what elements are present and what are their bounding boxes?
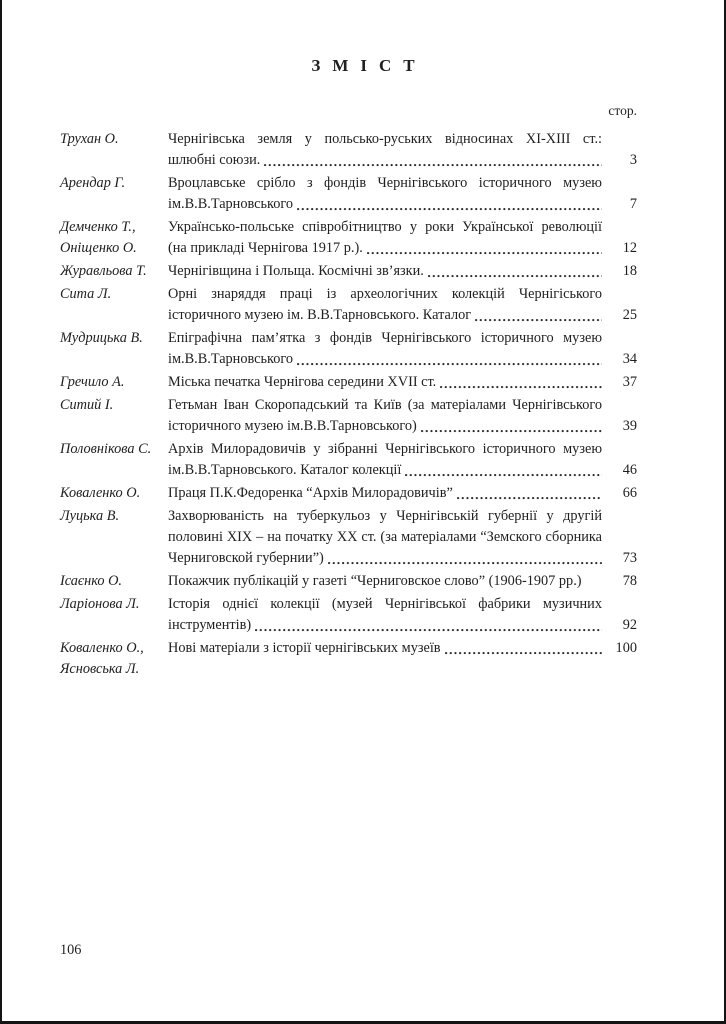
entry-title-last-line: [168, 372, 637, 393]
entry-page-number: 92: [622, 617, 637, 633]
entry-title: [168, 483, 637, 504]
entry-authors: [60, 173, 168, 215]
author-name: Сита Л.: [60, 286, 112, 302]
toc-entry: [60, 594, 637, 636]
entry-authors: [60, 217, 168, 259]
toc-entry: [60, 328, 637, 370]
entry-title-last-line: [168, 416, 637, 437]
entry-authors: [60, 261, 168, 282]
entry-title: [168, 129, 637, 171]
entry-title-line: Вроцлавське срібло з фондів Чернігівського історичного музею: [168, 175, 602, 191]
author-name: Демченко Т.,: [60, 219, 136, 235]
entry-authors: [60, 328, 168, 370]
entry-page-number: 100: [615, 640, 637, 656]
folio-page-number: 106: [60, 942, 82, 958]
entry-title-text: шлюбні союзи.: [168, 152, 261, 168]
toc-entry: [60, 395, 637, 437]
entry-page-number: 73: [622, 550, 637, 566]
entry-title-text: Міська печатка Чернігова середини XVII ст.: [168, 374, 437, 390]
entry-title-text: історичного музею ім.В.В.Тарновського): [168, 418, 417, 434]
dot-leader: [405, 460, 602, 481]
entry-title-last-line: [168, 194, 637, 215]
toc-entry-list: [60, 129, 637, 682]
entry-title-text: Праця П.К.Федоренка “Архів Милорадовичів”: [168, 485, 453, 501]
entry-page-number: 66: [622, 485, 637, 501]
entry-title-last-line: [168, 349, 637, 370]
entry-authors: [60, 594, 168, 636]
dot-leader: [297, 349, 602, 370]
entry-authors: [60, 571, 168, 592]
entry-title-last-line: [168, 638, 637, 659]
entry-page-number: 7: [629, 196, 637, 212]
entry-title: [168, 372, 637, 393]
dot-leader: [367, 238, 602, 259]
author-name: Ситий І.: [60, 397, 114, 413]
entry-authors: [60, 506, 168, 569]
entry-title: [168, 284, 637, 326]
entry-authors: [60, 638, 168, 680]
entry-title: [168, 261, 637, 282]
toc-entry: [60, 173, 637, 215]
author-name: Коваленко О.: [60, 485, 141, 501]
entry-title-text: ім.В.В.Тарновського. Каталог колекції: [168, 462, 402, 478]
entry-authors: [60, 284, 168, 326]
dot-leader: [586, 571, 602, 592]
entry-title: [168, 217, 637, 259]
author-name: Ларіонова Л.: [60, 596, 140, 612]
entry-title-line: Історія однієї колекції (музей Чернігівської фабрики музичних: [168, 596, 602, 612]
page-title: ЗМІСТ: [311, 56, 427, 75]
dot-leader: [457, 483, 602, 504]
entry-title-last-line: [168, 571, 637, 592]
entry-page-number: 34: [622, 351, 637, 367]
entry-title-line: половині XIX – на початку XX ст. (за матеріалами “Земского сборника: [168, 529, 602, 545]
author-name: Оніщенко О.: [60, 240, 137, 256]
dot-leader: [428, 261, 602, 282]
entry-title-last-line: [168, 548, 637, 569]
entry-title-text: Нові матеріали з історії чернігівських музеїв: [168, 640, 441, 656]
author-name: Коваленко О.,: [60, 640, 144, 656]
entry-title-text: інструментів): [168, 617, 252, 633]
entry-title: [168, 594, 637, 636]
entry-page-number: 3: [629, 152, 637, 168]
entry-authors: [60, 439, 168, 481]
entry-title-line: Архів Милорадовичів у зібранні Чернігівського історичного музею: [168, 441, 602, 457]
entry-title-line: Орні знаряддя праці із археологічних колекцій Чернігіського: [168, 286, 602, 302]
entry-title-last-line: [168, 483, 637, 504]
author-name: Ісаєнко О.: [60, 573, 122, 589]
entry-title-line: Українсько-польське співробітництво у роки Української революції: [168, 219, 602, 235]
entry-title: [168, 439, 637, 481]
toc-entry: [60, 261, 637, 282]
entry-title-line: Захворюваність на туберкульоз у Чернігівській губернії у другій: [168, 508, 602, 524]
entry-title-last-line: [168, 150, 637, 171]
entry-title-text: Чернігівщина і Польща. Космічні зв’язки.: [168, 263, 424, 279]
author-name: Мудрицька В.: [60, 330, 143, 346]
entry-authors: [60, 372, 168, 393]
dot-leader: [440, 372, 602, 393]
author-name: Гречило А.: [60, 374, 125, 390]
dot-leader: [328, 548, 602, 569]
author-name: Ясновська Л.: [60, 661, 140, 677]
toc-entry: [60, 483, 637, 504]
toc-entry: [60, 372, 637, 393]
entry-authors: [60, 395, 168, 437]
dot-leader: [475, 305, 602, 326]
entry-title: [168, 395, 637, 437]
entry-page-number: 18: [622, 263, 637, 279]
author-name: Трухан О.: [60, 131, 119, 147]
author-name: Журавльова Т.: [60, 263, 147, 279]
author-name: Половнікова С.: [60, 441, 152, 457]
entry-page-number: 78: [622, 573, 637, 589]
entry-title-last-line: [168, 460, 637, 481]
entry-title-last-line: [168, 615, 637, 636]
author-name: Арендар Г.: [60, 175, 126, 191]
entry-title-last-line: [168, 305, 637, 326]
toc-entry: [60, 217, 637, 259]
entry-title-line: Чернігівська земля у польсько-руських відносинах XI-XIII ст.:: [168, 131, 602, 147]
entry-page-number: 12: [622, 240, 637, 256]
toc-entry: [60, 571, 637, 592]
entry-title-text: ім.В.В.Тарновського: [168, 196, 294, 212]
dot-leader: [445, 638, 602, 659]
entry-title: [168, 173, 637, 215]
entry-title-text: Черниговской губернии”): [168, 550, 324, 566]
entry-page-number: 37: [622, 374, 637, 390]
toc-entry: [60, 506, 637, 569]
entry-page-number: 39: [622, 418, 637, 434]
entry-title-text: історичного музею ім. В.В.Тарновського. Каталог: [168, 307, 472, 323]
dot-leader: [297, 194, 602, 215]
entry-title-last-line: [168, 238, 637, 259]
entry-title-text: ім.В.В.Тарновського: [168, 351, 294, 367]
entry-title: [168, 571, 637, 592]
entry-authors: [60, 483, 168, 504]
entry-title-last-line: [168, 261, 637, 282]
toc-entry: [60, 129, 637, 171]
entry-authors: [60, 129, 168, 171]
dot-leader: [421, 416, 602, 437]
dot-leader: [255, 615, 602, 636]
author-name: Луцька В.: [60, 508, 120, 524]
entry-title-text: (на прикладі Чернігова 1917 р.).: [168, 240, 363, 256]
page-column-label: стор.: [608, 103, 637, 118]
entry-title: [168, 328, 637, 370]
entry-title: [168, 638, 637, 680]
entry-page-number: 46: [622, 462, 637, 478]
dot-leader: [264, 150, 602, 171]
entry-title: [168, 506, 637, 569]
entry-title-text: Покажчик публікацій у газеті “Черниговское слово” (1906-1907 рр.): [168, 573, 582, 589]
entry-title-line: Гетьман Іван Скоропадський та Київ (за матеріалами Чернігівського: [168, 397, 602, 413]
toc-entry: [60, 638, 637, 680]
entry-title-line: Епіграфічна пам’ятка з фондів Чернігівського історичного музею: [168, 330, 602, 346]
entry-page-number: 25: [622, 307, 637, 323]
toc-entry: [60, 284, 637, 326]
toc-entry: [60, 439, 637, 481]
